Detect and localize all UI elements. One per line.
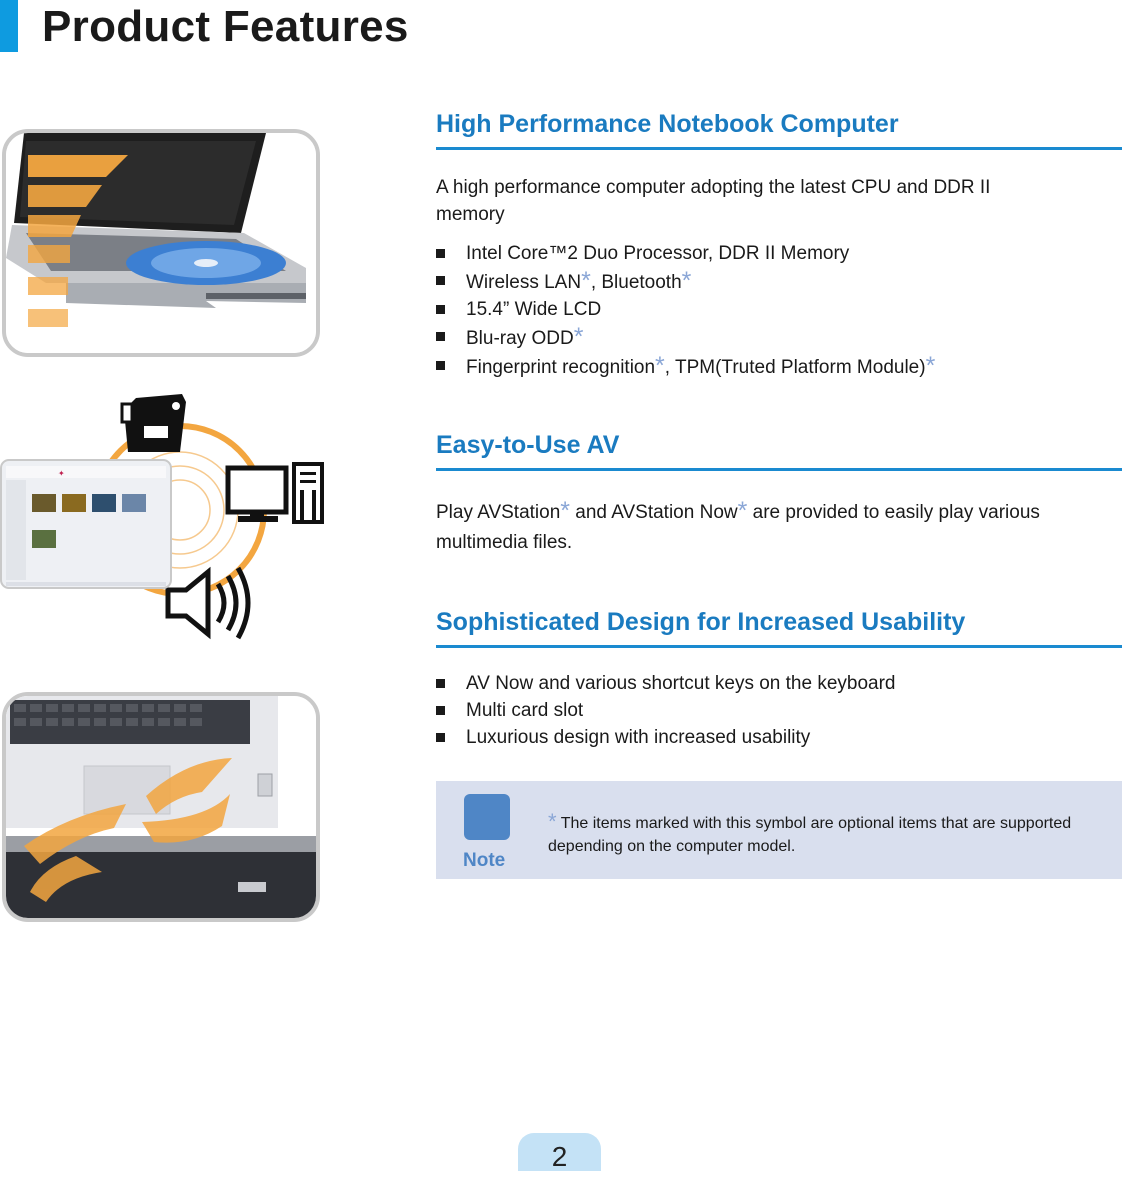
- note-label: Note: [463, 850, 506, 871]
- list-item-text: 15.4” Wide LCD: [466, 299, 602, 320]
- bullet-square-icon: [436, 706, 445, 715]
- description-text: Play AVStation: [436, 502, 561, 523]
- svg-text:✦: ✦: [58, 469, 65, 478]
- list-item: [436, 724, 1122, 751]
- keyboard-design-photo: [2, 692, 320, 922]
- list-item-text: , Bluetooth: [590, 272, 682, 293]
- description-text: are provided to easily play various multimedia files.: [436, 502, 1040, 553]
- list-item-text: Fingerprint recognition: [466, 357, 656, 378]
- list-item-text: AV Now and various shortcut keys on the keyboard: [466, 673, 896, 694]
- optional-asterisk: *: [655, 352, 665, 380]
- list-item-text: , TPM(Truted Platform Module): [664, 357, 926, 378]
- optional-asterisk: *: [560, 497, 571, 525]
- bullet-square-icon: [436, 679, 445, 688]
- optional-asterisk: *: [737, 497, 748, 525]
- list-item-text: Multi card slot: [466, 700, 584, 721]
- section-high-performance: [436, 110, 1122, 381]
- optional-asterisk: *: [573, 323, 584, 351]
- section-heading: Easy-to-Use AV: [436, 431, 1122, 471]
- list-item-text: Luxurious design with increased usability: [466, 727, 811, 748]
- list-item: [436, 296, 1122, 323]
- desktop-computer-icon: [228, 464, 322, 522]
- list-item: [436, 240, 1122, 267]
- laptop-drive-illustration: [6, 133, 316, 353]
- section-heading: High Performance Notebook Computer: [436, 110, 1122, 150]
- feature-list: [436, 240, 1122, 381]
- note-body: The items marked with this symbol are optional items that are supported depending on the computer model.: [548, 815, 1072, 855]
- page-title: Product Features: [42, 2, 409, 51]
- note-box: [436, 781, 1122, 879]
- list-item-text: Wireless LAN: [466, 272, 582, 293]
- section-description: [436, 495, 1122, 558]
- optional-asterisk: *: [581, 267, 591, 295]
- note-icon: [464, 794, 510, 840]
- notebook-optical-drive-photo: [2, 129, 320, 357]
- bullet-square-icon: [436, 733, 445, 742]
- list-item-text: Intel Core™2 Duo Processor, DDR II Memory: [466, 243, 850, 264]
- av-multimedia-illustration: [0, 390, 330, 645]
- section-easy-av: [436, 431, 1122, 558]
- media-software-window: [1, 460, 171, 588]
- optional-asterisk: *: [548, 809, 557, 834]
- speaker-icon: [168, 568, 248, 638]
- optional-asterisk: *: [925, 352, 936, 380]
- list-item-text: Blu-ray ODD: [466, 328, 574, 349]
- section-description: A high performance computer adopting the latest CPU and DDR II memory: [436, 177, 991, 225]
- section-sophisticated-design: [436, 608, 1122, 751]
- list-item: [436, 267, 1122, 296]
- list-item: [436, 697, 1122, 724]
- note-text: [548, 809, 1088, 858]
- keyboard-illustration: [6, 696, 316, 918]
- title-accent-bar: [0, 0, 18, 52]
- bullet-square-icon: [436, 305, 445, 314]
- list-item: [436, 670, 1122, 697]
- section-heading: Sophisticated Design for Increased Usability: [436, 608, 1122, 648]
- camcorder-icon: [122, 394, 186, 452]
- list-item: [436, 323, 1122, 352]
- page-number: 2: [518, 1133, 601, 1171]
- av-diagram: [0, 390, 330, 645]
- optional-asterisk: *: [681, 267, 692, 295]
- feature-list: [436, 670, 1122, 751]
- bullet-square-icon: [436, 332, 445, 341]
- list-item: [436, 352, 1122, 381]
- bullet-square-icon: [436, 249, 445, 258]
- description-text: and AVStation Now: [570, 502, 738, 523]
- bullet-square-icon: [436, 361, 445, 370]
- bullet-square-icon: [436, 276, 445, 285]
